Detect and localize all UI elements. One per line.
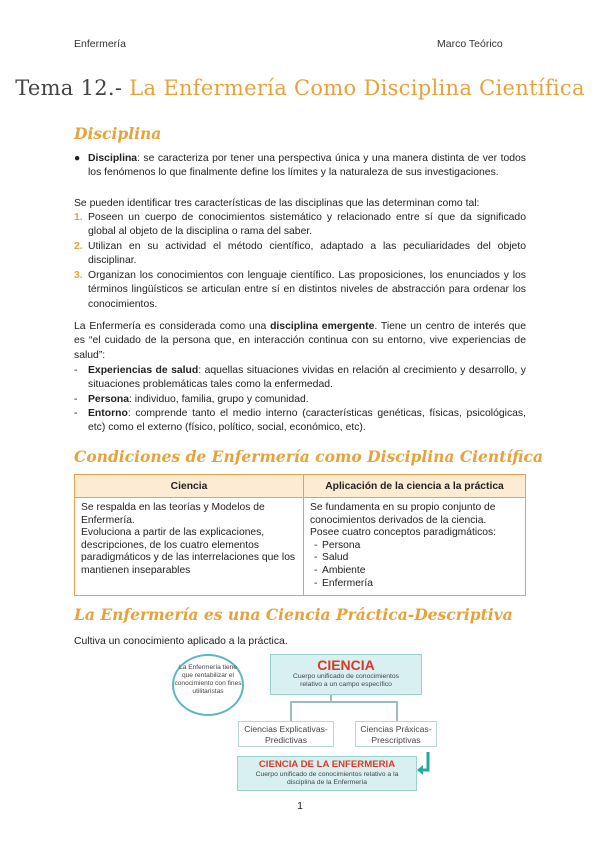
concepto-item-1 [74,364,526,393]
emergente-pre: La Enfermería es considerada como una [74,321,271,332]
title-main: Tema 12.- [15,76,123,100]
dash-marker: - [74,408,78,419]
list-item: - Salud [314,552,349,564]
item-number: 1. [74,212,83,223]
section-heading-practica: La Enfermería es una Ciencia Práctica-Descriptiva [74,605,513,624]
enfermeria-title: CIENCIA DE LA ENFERMERIA [258,759,396,770]
emergente-bold: disciplina emergente [270,321,375,332]
enfermeria-text: Cuerpo unificado de conocimientos relativo a la disciplina de la Enfermería [255,771,399,786]
definition-term: Disciplina [88,153,138,164]
item-number: 3. [74,270,83,281]
concepto-item-3 [74,407,526,436]
table-cell-aplicacion [304,498,526,596]
header-right: Marco Teórico [437,38,503,50]
ciencia-title: CIENCIA [317,657,375,673]
cell-text: Evoluciona a partir de las explicaciones, descripciones, de los cuatro elementos paradigmáticos y de las interrelaciones que los mantienen inseparables [81,527,296,576]
explicativas-box: Ciencias Explicativas-Predictivas [238,721,334,747]
dash-marker: - [74,394,78,405]
concepto-text: : individuo, familia, grupo y comunidad. [129,394,309,405]
dash-marker: - [74,365,78,376]
table-header-ciencia: Ciencia [75,475,304,498]
header-left: Enfermería [74,38,126,50]
cell-text: Se fundamenta en su propio conjunto de conocimientos derivados de la ciencia. [310,502,496,526]
item-text: Poseen un cuerpo de conocimientos sistemático y relacionado entre sí que da significado global al objeto de la disciplina o rama del saber. [88,212,526,238]
connector-line [290,701,398,703]
concepto-term: Persona [88,394,130,405]
ciencia-box [270,654,422,695]
caracteristica-item-2 [74,240,526,269]
condiciones-table [74,474,526,596]
disciplina-definition [74,152,526,181]
ciencia-text: Cuerpo unificado de conocimientos relativo a un campo específico [292,673,400,688]
connector-line [396,701,398,721]
paradigm-list [310,540,519,590]
section-heading-condiciones: Condiciones de Enfermería como Disciplina Científica [74,447,543,466]
concepto-term: Experiencias de salud [88,365,199,376]
emergente-post: . Tiene un centro de interés que es “el cuidado de la persona que, en interacción continua con su entorno, vive experiencias de salud”: [74,321,526,361]
return-arrow-icon [416,752,434,778]
page-number: 1 [297,800,303,812]
enfermeria-circle: La Enfermería tiene que rentabilizar el conocimiento con fines utilitaristas [172,654,244,716]
caracteristicas-intro: Se pueden identificar tres características de las disciplinas que las determinan como tal: [74,198,480,209]
concepto-item-2 [74,393,526,407]
caracteristica-item-3 [74,269,526,312]
definition-text: : se caracteriza por tener una perspectiva única y una manera distinta de ver todos los fenómenos lo que finalmente define los límites y la naturaleza de sus investigaciones. [88,153,526,179]
section-heading-disciplina: Disciplina [74,124,162,143]
emergente-paragraph [74,320,526,363]
list-item: - Enfermería [314,577,373,589]
table-header-aplicacion: Aplicación de la ciencia a la práctica [304,475,526,498]
cell-text: Posee cuatro conceptos paradigmáticos: [310,527,497,539]
connector-line [290,701,292,721]
page-title [0,76,600,100]
title-sub: La Enfermería Como Disciplina Científica [122,76,585,100]
list-item: - Ambiente [314,564,366,576]
item-number: 2. [74,241,83,252]
concepto-text: : aquellas situaciones vividas en relación al crecimiento y desarrollo, y situaciones problemáticas tales como la enfermedad. [88,365,526,391]
item-text: Organizan los conocimientos con lenguaje científico. Las proposiciones, los enunciados y los términos lingüísticos se articulan entre sí en distintos niveles de abstracción para ordenar los conocimientos. [88,270,526,310]
praxicas-box: Ciencias Práxicas-Prescriptivas [355,721,437,747]
enfermeria-box [237,756,417,791]
item-text: Utilizan en su actividad el método científico, adaptado a las peculiaridades del objeto disciplinar. [88,241,526,267]
concepto-text: : comprende tanto el medio interno (características genéticas, físicas, psicológicas, etc) como el externo (físico, político, social, económico, etc). [88,408,526,434]
list-item: - Persona [314,539,361,551]
practica-text: Cultiva un conocimiento aplicado a la práctica. [74,636,288,647]
concepto-term: Entorno [88,408,128,419]
cell-text: Se respalda en las teorías y Modelos de Enfermería. [81,502,265,526]
caracteristica-item-1 [74,211,526,240]
table-cell-ciencia [75,498,304,596]
ciencia-diagram [162,650,440,795]
bullet-dot: ● [74,153,81,164]
